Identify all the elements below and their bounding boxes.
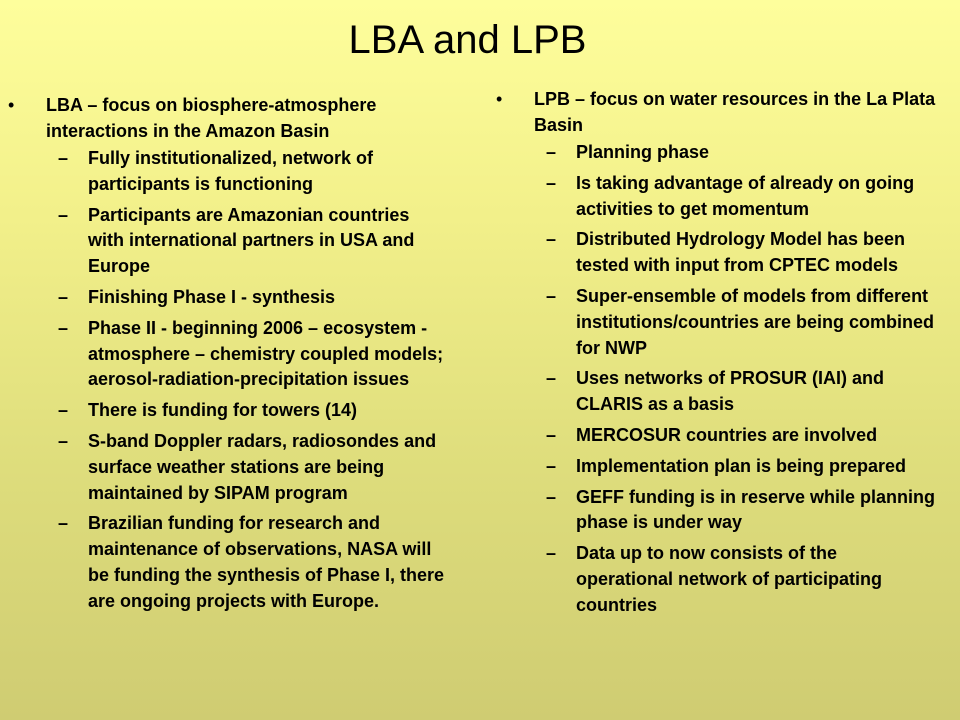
lpb-column: [496, 86, 936, 624]
list-item: – Planning phase: [546, 142, 710, 162]
lba-column: [8, 92, 448, 620]
lpb-heading: [496, 86, 936, 138]
list-item: – There is funding for towers (14): [58, 400, 358, 421]
list-item: – GEFF funding is in reserve while planning phase is under way: [546, 486, 936, 533]
lba-heading: [8, 92, 448, 144]
lpb-heading-text: LPB – focus on water resources in the La Plata Basin: [534, 89, 936, 135]
list-item: – Finishing Phase I - synthesis: [58, 286, 336, 307]
bullet-marker: •: [496, 89, 503, 109]
list-item: – Participants are Amazonian countries with international partners in USA and Europe: [58, 204, 415, 277]
bullet-marker: •: [8, 95, 15, 115]
slide-title: LBA and LPB: [348, 18, 587, 62]
list-item: – Brazilian funding for research and maintenance of observations, NASA will be funding the synthesis of Phase I, there are ongoing projects with Europe.: [58, 513, 445, 611]
list-item: – Is taking advantage of already on going activities to get momentum: [546, 172, 915, 219]
list-item: – MERCOSUR countries are involved: [546, 424, 878, 445]
list-item: – Distributed Hydrology Model has been tested with input from CPTEC models: [546, 229, 906, 276]
lba-sub-list: [8, 146, 448, 615]
list-item: – Phase II - beginning 2006 – ecosystem - atmosphere – chemistry coupled models; aerosol-radiation-precipitation issues: [58, 317, 444, 390]
list-item: – Data up to now consists of the operational network of participating countries: [546, 543, 883, 615]
list-item: – Fully institutionalized, network of participants is functioning: [58, 148, 374, 194]
lpb-sub-list: [496, 140, 936, 619]
lba-heading-text: LBA – focus on biosphere-atmosphere interactions in the Amazon Basin: [46, 95, 377, 141]
list-item: – Uses networks of PROSUR (IAI) and CLARIS as a basis: [546, 368, 885, 415]
list-item: – Super-ensemble of models from different institutions/countries are being combined for NWP: [546, 285, 935, 358]
list-item: – S-band Doppler radars, radiosondes and surface weather stations are being maintained by SIPAM program: [58, 430, 437, 503]
list-item: – Implementation plan is being prepared: [546, 455, 907, 476]
